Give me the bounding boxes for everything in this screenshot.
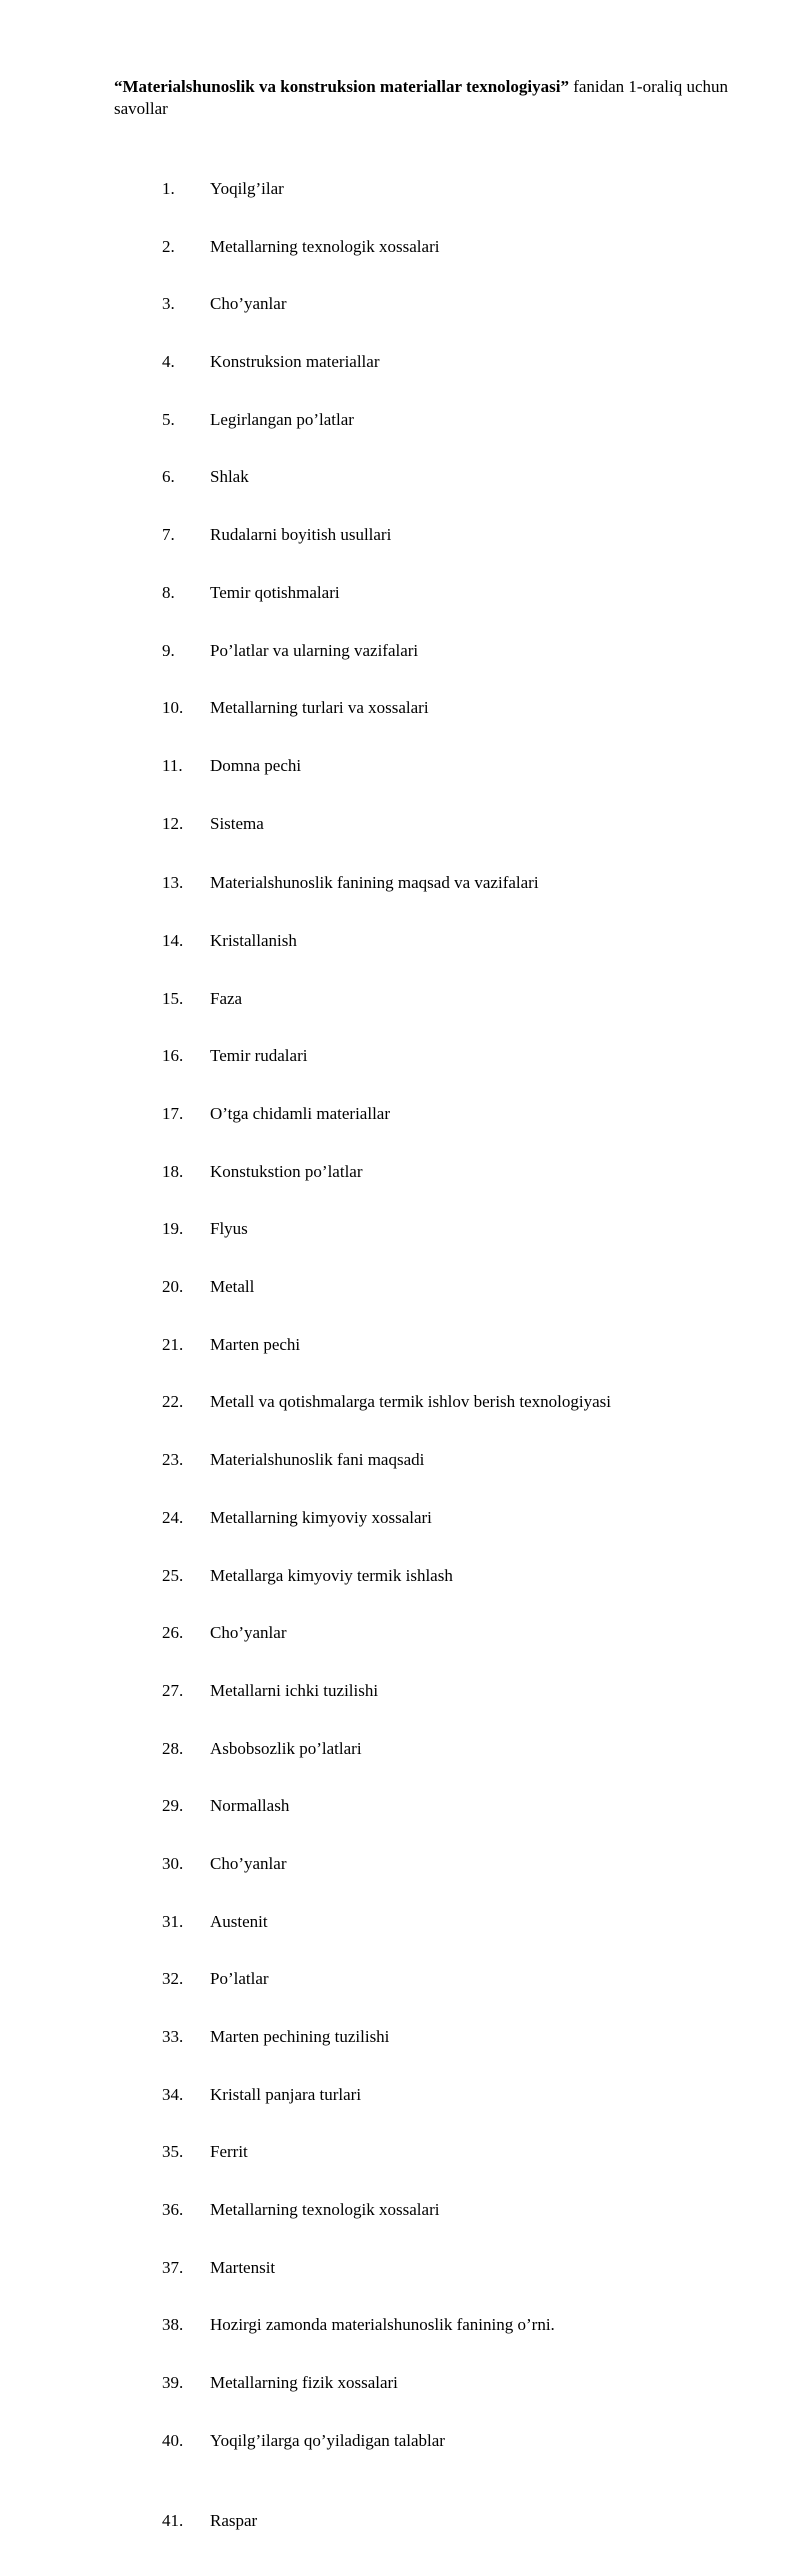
item-text: Normallash: [210, 1796, 290, 1816]
item-number: 10.: [162, 698, 184, 718]
item-text: Cho’yanlar: [210, 1853, 287, 1873]
list-item: [0, 1680, 800, 1702]
item-number: 9.: [162, 640, 175, 660]
item-number: 23.: [162, 1450, 184, 1470]
list-item: [0, 1968, 800, 1990]
list-item: [0, 582, 800, 604]
item-number: 41.: [162, 2510, 184, 2530]
item-number: 25.: [162, 1565, 184, 1585]
list-item: [0, 1911, 800, 1933]
item-number: 28.: [162, 1738, 184, 1758]
item-number: 13.: [162, 873, 184, 893]
item-number: 5.: [162, 409, 175, 429]
item-text: Martensit: [210, 2257, 276, 2277]
item-text: Po’latlar va ularning vazifalari: [210, 640, 419, 660]
item-number: 34.: [162, 2084, 184, 2104]
heading-course-title: “Materialshunoslik va konstruksion materiallar texnologiyasi”: [114, 77, 569, 96]
list-item: [0, 351, 800, 373]
item-text: Materialshunoslik fanining maqsad va vazifalari: [210, 873, 539, 893]
list-item: [0, 1738, 800, 1760]
list-item: [0, 293, 800, 315]
list-item: [0, 755, 800, 777]
list-item: [0, 2141, 800, 2163]
list-item: [0, 2084, 800, 2106]
list-item: [0, 1276, 800, 1298]
item-text: Austenit: [210, 1911, 268, 1931]
item-number: 11.: [162, 755, 183, 775]
item-text: Sistema: [210, 813, 264, 833]
list-item: [0, 2199, 800, 2221]
list-item: [0, 872, 800, 894]
list-item: [0, 2510, 800, 2532]
item-number: 18.: [162, 1161, 184, 1181]
item-number: 29.: [162, 1796, 184, 1816]
item-number: 2.: [162, 236, 175, 256]
item-number: 12.: [162, 813, 184, 833]
list-item: [0, 2026, 800, 2048]
item-text: Yoqilg’ilar: [210, 179, 284, 198]
list-item: [0, 640, 800, 662]
item-number: 40.: [162, 2430, 184, 2450]
item-text: Legirlangan po’latlar: [210, 409, 354, 429]
item-number: 16.: [162, 1046, 184, 1066]
list-item: [0, 813, 800, 835]
item-number: 6.: [162, 467, 175, 487]
list-item: [0, 1391, 800, 1413]
question-list: [0, 142, 800, 2549]
item-number: 26.: [162, 1623, 184, 1643]
item-text: Konstruksion materiallar: [210, 352, 380, 372]
list-item: [0, 1622, 800, 1644]
item-number: 39.: [162, 2373, 184, 2393]
item-number: 27.: [162, 1680, 184, 1700]
list-item: [0, 236, 800, 258]
list-item: [0, 1795, 800, 1817]
item-text: Metallarning texnologik xossalari: [210, 236, 440, 256]
item-number: 31.: [162, 1911, 184, 1931]
list-item: [0, 1449, 800, 1471]
item-number: 8.: [162, 582, 175, 602]
item-number: 14.: [162, 930, 184, 950]
item-text: Rudalarni boyitish usullari: [210, 525, 392, 545]
item-text: Marten pechining tuzilishi: [210, 2027, 390, 2046]
list-item: [0, 2430, 800, 2452]
list-item: [0, 1507, 800, 1529]
list-item: [0, 1565, 800, 1587]
list-item: [0, 697, 800, 719]
list-item: [0, 1045, 800, 1067]
item-number: 24.: [162, 1507, 184, 1527]
item-text: Domna pechi: [210, 755, 302, 775]
item-text: Po’latlar: [210, 1969, 269, 1989]
item-number: 1.: [162, 179, 175, 198]
list-item: [0, 178, 800, 200]
list-item: [0, 988, 800, 1010]
list-item: [0, 2257, 800, 2279]
item-text: Metall va qotishmalarga termik ishlov berish texnologiyasi: [210, 1392, 612, 1412]
item-text: Temir qotishmalari: [210, 582, 340, 602]
item-number: 19.: [162, 1219, 184, 1239]
item-text: Kristall panjara turlari: [210, 2084, 362, 2104]
list-item: [0, 1853, 800, 1875]
item-text: Metallarning texnologik xossalari: [210, 2200, 440, 2220]
item-number: 4.: [162, 352, 175, 372]
item-number: 7.: [162, 525, 175, 545]
item-text: Marten pechi: [210, 1334, 301, 1354]
item-text: Materialshunoslik fani maqsadi: [210, 1450, 425, 1470]
item-text: Hozirgi zamonda materialshunoslik fanining o’rni.: [210, 2315, 555, 2335]
item-number: 20.: [162, 1277, 184, 1297]
item-text: Cho’yanlar: [210, 1623, 287, 1643]
list-item: [0, 1161, 800, 1183]
item-number: 22.: [162, 1392, 184, 1412]
item-text: Kristallanish: [210, 930, 297, 950]
item-text: Ferrit: [210, 2142, 248, 2162]
list-item: [0, 524, 800, 546]
item-text: O’tga chidamli materiallar: [210, 1104, 391, 1123]
list-item: [0, 2314, 800, 2336]
item-number: 35.: [162, 2142, 184, 2162]
item-text: Konstukstion po’latlar: [210, 1161, 363, 1181]
item-text: Asbobsozlik po’latlari: [210, 1738, 362, 1758]
item-number: 21.: [162, 1334, 184, 1354]
item-text: Metallarning turlari va xossalari: [210, 698, 429, 718]
item-text: Faza: [210, 988, 243, 1008]
item-number: 17.: [162, 1104, 184, 1123]
list-item: [0, 466, 800, 488]
list-item: [0, 1218, 800, 1240]
item-number: 33.: [162, 2027, 184, 2046]
list-item: [0, 1103, 800, 1125]
list-item: [0, 1334, 800, 1356]
item-number: 38.: [162, 2315, 184, 2335]
item-text: Metallarning kimyoviy xossalari: [210, 1507, 432, 1527]
item-text: Flyus: [210, 1219, 248, 1239]
item-text: Metallarni ichki tuzilishi: [210, 1680, 379, 1700]
item-number: 36.: [162, 2200, 184, 2220]
list-item: [0, 409, 800, 431]
item-number: 32.: [162, 1969, 184, 1989]
item-text: Cho’yanlar: [210, 294, 287, 314]
heading-subtitle: fanidan 1-oraliq uchun savollar: [114, 77, 729, 118]
list-item: [0, 2372, 800, 2394]
item-text: Raspar: [210, 2510, 258, 2530]
list-item: [0, 930, 800, 952]
item-text: Temir rudalari: [210, 1046, 308, 1066]
item-number: 30.: [162, 1853, 184, 1873]
item-text: Metallarga kimyoviy termik ishlash: [210, 1565, 453, 1585]
item-text: Metallarning fizik xossalari: [210, 2373, 398, 2393]
document-heading: [114, 76, 734, 120]
item-text: Yoqilg’ilarga qo’yiladigan talablar: [210, 2430, 445, 2450]
item-text: Shlak: [210, 467, 249, 487]
item-number: 3.: [162, 294, 175, 314]
item-text: Metall: [210, 1277, 255, 1297]
item-number: 15.: [162, 988, 184, 1008]
item-number: 37.: [162, 2257, 184, 2277]
